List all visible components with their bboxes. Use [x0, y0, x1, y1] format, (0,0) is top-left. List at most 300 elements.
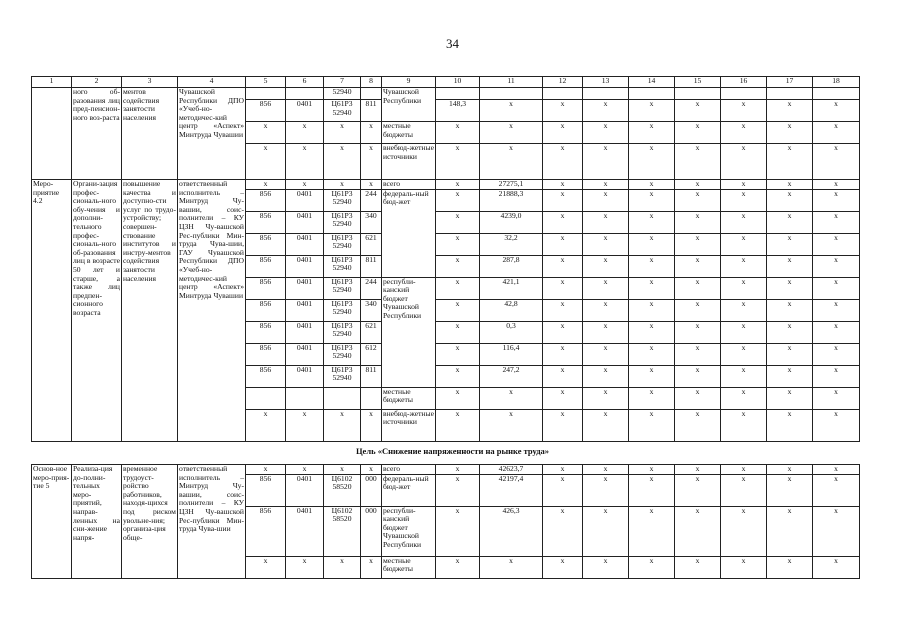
x-cell: х	[675, 144, 721, 180]
table-cell: х	[480, 409, 543, 441]
x-cell: х	[543, 189, 583, 211]
header-cell: 18	[813, 77, 860, 88]
funding-source: местные бюджеты	[382, 556, 436, 578]
table-cell: 856	[246, 506, 286, 556]
table-cell: Ц61Р3 52940	[324, 255, 361, 277]
header-cell: 7	[324, 77, 361, 88]
table-cell	[480, 88, 543, 100]
x-cell: х	[675, 343, 721, 365]
table-cell: х	[436, 365, 480, 387]
x-cell: х	[767, 506, 813, 556]
x-cell: х	[583, 556, 629, 578]
x-cell: х	[629, 211, 675, 233]
table-cell: Ц61Р3 52940	[324, 211, 361, 233]
header-cell: 12	[543, 77, 583, 88]
x-cell: х	[721, 189, 767, 211]
table-cell: х	[324, 465, 361, 475]
activity-executor: Чувашской Республики ДПО «Учеб-но-методичес-кий центр «Аспект» Минтруда Чувашии	[178, 88, 246, 180]
table-cell: 0401	[286, 255, 324, 277]
table-cell: Ц61Р3 52940	[324, 277, 361, 299]
table-cell: Ц61Р3 52940	[324, 343, 361, 365]
funding-source: федераль-ный бюд-жет	[382, 474, 436, 506]
x-cell: х	[675, 465, 721, 475]
x-cell: х	[543, 122, 583, 144]
x-cell: х	[767, 233, 813, 255]
x-cell: х	[721, 299, 767, 321]
x-cell: х	[629, 180, 675, 190]
empty-cell	[629, 88, 675, 100]
x-cell: х	[813, 277, 860, 299]
x-cell: х	[767, 556, 813, 578]
x-cell: х	[675, 255, 721, 277]
table-row	[32, 180, 860, 190]
table-cell: х	[324, 180, 361, 190]
page-number: 34	[446, 36, 459, 51]
x-cell: х	[543, 233, 583, 255]
header-cell: 4	[178, 77, 246, 88]
x-cell: х	[629, 465, 675, 475]
table-cell: х	[286, 180, 324, 190]
table-cell	[246, 88, 286, 100]
x-cell: х	[721, 321, 767, 343]
x-cell: х	[767, 144, 813, 180]
x-cell: х	[721, 100, 767, 122]
table-cell: х	[436, 387, 480, 409]
activity-executor: ответственный исполнитель – Минтруд Чу-вашии, соис-полнители – КУ ЦЗН Чу-вашской Рес-публики Мин-труда Чува-шии, ГАУ Чувашской Республики ДПО «Учеб-но-методичес-кий центр «Аспект» Минтруда Чувашии	[178, 180, 246, 442]
table-cell: х	[436, 465, 480, 475]
activity-goal: ментов содействия занятости населения	[122, 88, 178, 180]
table-cell: х	[436, 277, 480, 299]
table-cell: 247,2	[480, 365, 543, 387]
x-cell: х	[767, 100, 813, 122]
header-cell: 9	[382, 77, 436, 88]
x-cell: х	[813, 387, 860, 409]
activity-number: Меро-приятие 4.2	[32, 180, 72, 442]
table-cell: 21888,3	[480, 189, 543, 211]
table-cell: 856	[246, 321, 286, 343]
table-cell: х	[480, 100, 543, 122]
table-cell: х	[436, 506, 480, 556]
x-cell: х	[721, 343, 767, 365]
x-cell: х	[543, 465, 583, 475]
x-cell: х	[813, 122, 860, 144]
x-cell: х	[767, 409, 813, 441]
x-cell: х	[813, 144, 860, 180]
table-cell: х	[480, 556, 543, 578]
activity-name: Реализа-ция до-полни-тельных меро-приятий, направ-ленных на сни-жение напря-	[72, 465, 122, 579]
x-cell: х	[543, 180, 583, 190]
x-cell: х	[543, 506, 583, 556]
table-cell: 0401	[286, 365, 324, 387]
table-cell: 0401	[286, 211, 324, 233]
empty-cell	[767, 88, 813, 100]
funding-source: Чувашской Республики	[382, 88, 436, 122]
x-cell: х	[767, 321, 813, 343]
table-cell: 0401	[286, 343, 324, 365]
x-cell: х	[543, 343, 583, 365]
x-cell: х	[675, 387, 721, 409]
table-cell: х	[324, 556, 361, 578]
x-cell: х	[629, 506, 675, 556]
x-cell: х	[813, 409, 860, 441]
table-cell	[436, 88, 480, 100]
x-cell: х	[583, 277, 629, 299]
x-cell: х	[583, 321, 629, 343]
table-cell: 0401	[286, 233, 324, 255]
x-cell: х	[629, 409, 675, 441]
x-cell: х	[767, 211, 813, 233]
table-cell	[246, 387, 286, 409]
table-cell: х	[480, 122, 543, 144]
table-cell: х	[324, 144, 361, 180]
funding-source: местные бюджеты	[382, 122, 436, 144]
x-cell: х	[721, 409, 767, 441]
x-cell: х	[583, 122, 629, 144]
x-cell: х	[721, 144, 767, 180]
x-cell: х	[543, 299, 583, 321]
header-cell: 15	[675, 77, 721, 88]
x-cell: х	[583, 465, 629, 475]
x-cell: х	[721, 233, 767, 255]
x-cell: х	[543, 474, 583, 506]
x-cell: х	[767, 387, 813, 409]
x-cell: х	[721, 506, 767, 556]
table-cell	[324, 387, 361, 409]
x-cell: х	[675, 474, 721, 506]
table-cell: 811	[361, 100, 382, 122]
funding-source: федераль-ный бюд-жет	[382, 189, 436, 277]
table-cell: 856	[246, 255, 286, 277]
table-cell: 856	[246, 299, 286, 321]
x-cell: х	[813, 321, 860, 343]
table-cell: 244	[361, 277, 382, 299]
table-cell: 0401	[286, 299, 324, 321]
table-cell: х	[436, 299, 480, 321]
x-cell: х	[629, 189, 675, 211]
goal-title: Цель «Снижение напряженности на рынке труда»	[355, 446, 550, 456]
table-cell: 000	[361, 474, 382, 506]
table-cell: 421,1	[480, 277, 543, 299]
table-cell: х	[361, 180, 382, 190]
x-cell: х	[813, 299, 860, 321]
header-cell: 5	[246, 77, 286, 88]
table-cell: 856	[246, 474, 286, 506]
x-cell: х	[675, 233, 721, 255]
funding-source: республи-канский бюджет Чувашской Республики	[382, 277, 436, 387]
table-cell: х	[361, 556, 382, 578]
funding-source: всего	[382, 465, 436, 475]
x-cell: х	[813, 465, 860, 475]
x-cell: х	[543, 255, 583, 277]
x-cell: х	[675, 180, 721, 190]
funding-source: республи-канский бюджет Чувашской Республики	[382, 506, 436, 556]
activity-number: Основ-ное меро-прия-тие 5	[32, 465, 72, 579]
table-cell: х	[246, 180, 286, 190]
table-cell: 340	[361, 299, 382, 321]
x-cell: х	[767, 365, 813, 387]
x-cell: х	[675, 211, 721, 233]
x-cell: х	[543, 387, 583, 409]
table-cell: 0401	[286, 321, 324, 343]
x-cell: х	[721, 474, 767, 506]
x-cell: х	[629, 233, 675, 255]
table-cell: 42,8	[480, 299, 543, 321]
table-cell: 811	[361, 255, 382, 277]
table-cell: х	[246, 409, 286, 441]
table-cell: 621	[361, 321, 382, 343]
x-cell: х	[629, 100, 675, 122]
x-cell: х	[583, 100, 629, 122]
table-cell: 0401	[286, 100, 324, 122]
x-cell: х	[583, 387, 629, 409]
x-cell: х	[675, 321, 721, 343]
table-cell: х	[436, 189, 480, 211]
x-cell: х	[629, 556, 675, 578]
table-cell: х	[286, 409, 324, 441]
budget-table	[31, 76, 860, 442]
x-cell: х	[629, 321, 675, 343]
x-cell: х	[813, 556, 860, 578]
table-cell: х	[361, 144, 382, 180]
x-cell: х	[543, 144, 583, 180]
x-cell: х	[767, 474, 813, 506]
x-cell: х	[543, 211, 583, 233]
table-cell: Ц61Р3 52940	[324, 365, 361, 387]
x-cell: х	[583, 255, 629, 277]
table-cell	[361, 387, 382, 409]
table-cell: 856	[246, 365, 286, 387]
table-cell: х	[436, 474, 480, 506]
x-cell: х	[813, 343, 860, 365]
x-cell: х	[813, 189, 860, 211]
x-cell: х	[583, 506, 629, 556]
x-cell: х	[767, 465, 813, 475]
table-cell: х	[436, 409, 480, 441]
table-cell: 612	[361, 343, 382, 365]
x-cell: х	[813, 233, 860, 255]
table-cell: 856	[246, 100, 286, 122]
x-cell: х	[583, 144, 629, 180]
table-row	[32, 465, 860, 475]
table-cell: Ц61Р3 52940	[324, 100, 361, 122]
table-cell: 52940	[324, 88, 361, 100]
x-cell: х	[813, 365, 860, 387]
table-cell: х	[286, 465, 324, 475]
table-cell: х	[436, 211, 480, 233]
table-cell: х	[436, 321, 480, 343]
table-cell: 0401	[286, 189, 324, 211]
table-cell: 148,3	[436, 100, 480, 122]
header-cell: 13	[583, 77, 629, 88]
x-cell: х	[813, 255, 860, 277]
x-cell: х	[543, 556, 583, 578]
table-cell: Ц61Р3 52940	[324, 299, 361, 321]
empty-cell	[813, 88, 860, 100]
table-cell: х	[480, 387, 543, 409]
x-cell: х	[767, 180, 813, 190]
table-cell: 32,2	[480, 233, 543, 255]
x-cell: х	[721, 387, 767, 409]
table-cell: 856	[246, 277, 286, 299]
x-cell: х	[629, 365, 675, 387]
table-cell: Ц61Р3 52940	[324, 321, 361, 343]
table-cell: х	[436, 180, 480, 190]
x-cell: х	[543, 277, 583, 299]
x-cell: х	[721, 465, 767, 475]
table-cell: Ц61Р3 52940	[324, 189, 361, 211]
table-cell: 0401	[286, 277, 324, 299]
table-cell: х	[324, 122, 361, 144]
activity-goal: временное трудоуст-ройство работников, находя-щихся под риском увольне-ния; организа-ция обще-	[122, 465, 178, 579]
table-cell: 340	[361, 211, 382, 233]
x-cell: х	[721, 556, 767, 578]
x-cell: х	[675, 189, 721, 211]
x-cell: х	[629, 474, 675, 506]
table-cell: х	[480, 144, 543, 180]
empty-cell	[675, 88, 721, 100]
x-cell: х	[721, 211, 767, 233]
header-cell: 11	[480, 77, 543, 88]
x-cell: х	[721, 365, 767, 387]
table-cell: х	[436, 556, 480, 578]
x-cell: х	[675, 365, 721, 387]
table-cell: х	[246, 144, 286, 180]
x-cell: х	[629, 122, 675, 144]
table-cell: 856	[246, 233, 286, 255]
table-cell: 000	[361, 506, 382, 556]
table-cell: 811	[361, 365, 382, 387]
x-cell: х	[767, 189, 813, 211]
x-cell: х	[675, 556, 721, 578]
activity-name: Органи-зация профес-сиональ-ного обу-чения и дополни-тельного профес-сиональ-ного об-разования лиц в возрасте 50 лет и старше, а также лиц предпен-сионного возраста	[72, 180, 122, 442]
table-cell: х	[286, 556, 324, 578]
table-cell: х	[436, 343, 480, 365]
x-cell: х	[543, 409, 583, 441]
table-cell: 0401	[286, 506, 324, 556]
x-cell: х	[543, 321, 583, 343]
x-cell: х	[543, 100, 583, 122]
x-cell: х	[629, 387, 675, 409]
funding-source: всего	[382, 180, 436, 190]
header-row	[32, 77, 860, 88]
header-cell: 3	[122, 77, 178, 88]
x-cell: х	[813, 474, 860, 506]
empty-cell	[721, 88, 767, 100]
x-cell: х	[813, 180, 860, 190]
table-cell: х	[361, 122, 382, 144]
header-cell: 10	[436, 77, 480, 88]
table-cell: х	[324, 409, 361, 441]
funding-source: внебюд-жетные источники	[382, 409, 436, 441]
table-cell: х	[361, 409, 382, 441]
activity-name: ного об-разования лиц пред-пенсион-ного воз-раста	[72, 88, 122, 180]
table-cell: 4239,0	[480, 211, 543, 233]
budget-table-goal	[31, 464, 860, 579]
table-cell: х	[246, 556, 286, 578]
x-cell: х	[583, 233, 629, 255]
x-cell: х	[675, 299, 721, 321]
table-cell: 42197,4	[480, 474, 543, 506]
header-cell: 16	[721, 77, 767, 88]
table-cell: 0401	[286, 474, 324, 506]
x-cell: х	[767, 343, 813, 365]
table-cell	[361, 88, 382, 100]
x-cell: х	[583, 299, 629, 321]
x-cell: х	[629, 255, 675, 277]
x-cell: х	[675, 122, 721, 144]
x-cell: х	[675, 409, 721, 441]
table-cell: х	[361, 465, 382, 475]
table-cell: 287,8	[480, 255, 543, 277]
table-cell: х	[286, 122, 324, 144]
x-cell: х	[767, 122, 813, 144]
x-cell: х	[583, 189, 629, 211]
x-cell: х	[675, 506, 721, 556]
x-cell: х	[767, 299, 813, 321]
table-cell	[286, 88, 324, 100]
x-cell: х	[583, 474, 629, 506]
table-cell: х	[436, 233, 480, 255]
table-cell: 426,3	[480, 506, 543, 556]
x-cell: х	[675, 100, 721, 122]
table-cell: Ц6102 58520	[324, 506, 361, 556]
empty-cell	[543, 88, 583, 100]
header-cell: 17	[767, 77, 813, 88]
table-cell: х	[436, 144, 480, 180]
x-cell: х	[767, 255, 813, 277]
table-cell: 42623,7	[480, 465, 543, 475]
x-cell: х	[721, 122, 767, 144]
header-cell: 2	[72, 77, 122, 88]
header-cell: 8	[361, 77, 382, 88]
activity-executor: ответственный исполнитель – Минтруд Чу-вашии, соис-полнители – КУ ЦЗН Чу-вашской Рес-публики Мин-труда Чува-шии	[178, 465, 246, 579]
table-cell: х	[436, 255, 480, 277]
table-row	[32, 88, 860, 100]
table-cell: х	[286, 144, 324, 180]
x-cell: х	[721, 180, 767, 190]
funding-source: местные бюджеты	[382, 387, 436, 409]
x-cell: х	[675, 277, 721, 299]
funding-source: внебюд-жетные источники	[382, 144, 436, 180]
table-cell: х	[246, 122, 286, 144]
x-cell: х	[813, 100, 860, 122]
table-cell: 621	[361, 233, 382, 255]
x-cell: х	[721, 277, 767, 299]
empty-cell	[583, 88, 629, 100]
table-cell: х	[246, 465, 286, 475]
table-cell: 116,4	[480, 343, 543, 365]
table-cell: 0,3	[480, 321, 543, 343]
x-cell: х	[583, 180, 629, 190]
x-cell: х	[629, 277, 675, 299]
table-cell: 856	[246, 343, 286, 365]
activity-cell	[32, 88, 72, 180]
x-cell: х	[583, 409, 629, 441]
header-cell: 1	[32, 77, 72, 88]
activity-goal: повышение качества и доступно-сти услуг по трудо-устройству; совершен-ствование институтов и инстру-ментов содействия занятости населения	[122, 180, 178, 442]
table-cell	[286, 387, 324, 409]
x-cell: х	[767, 277, 813, 299]
table-cell: 856	[246, 189, 286, 211]
x-cell: х	[583, 211, 629, 233]
header-cell: 6	[286, 77, 324, 88]
x-cell: х	[583, 365, 629, 387]
table-cell: 856	[246, 211, 286, 233]
x-cell: х	[543, 365, 583, 387]
x-cell: х	[629, 144, 675, 180]
table-cell: х	[436, 122, 480, 144]
header-cell: 14	[629, 77, 675, 88]
